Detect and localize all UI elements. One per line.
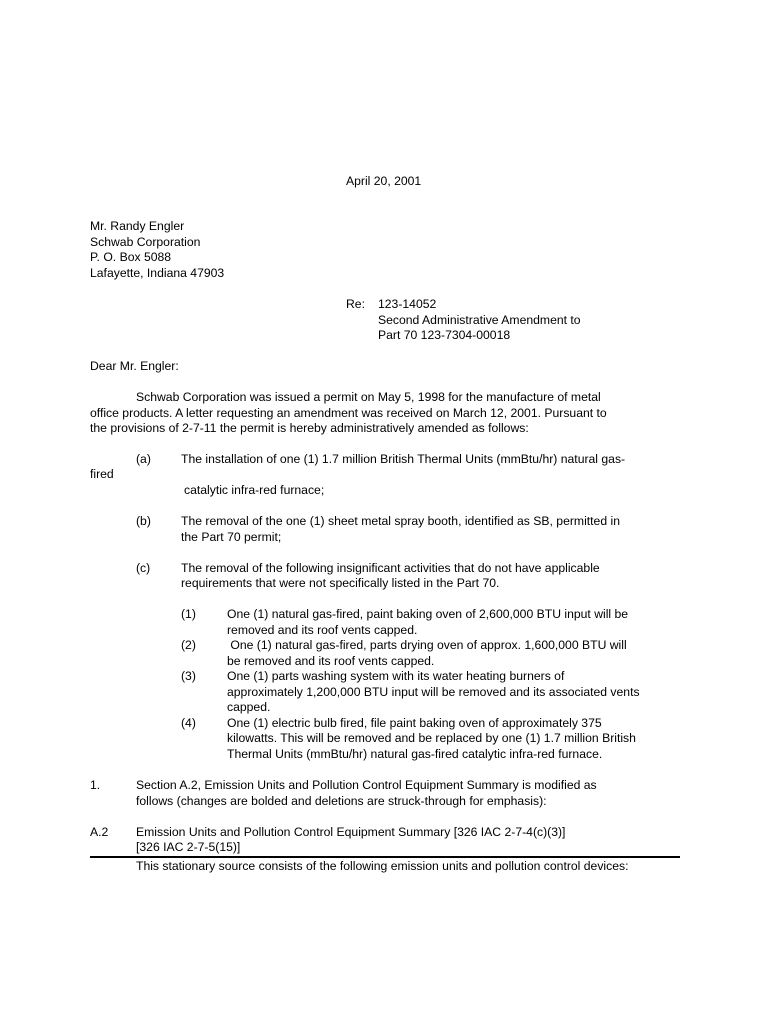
item-b-label: (b)	[136, 514, 151, 528]
re-line: Second Administrative Amendment to	[378, 313, 581, 327]
subitem-2-label: (2)	[181, 638, 196, 652]
subitem-4-label: (4)	[181, 716, 196, 730]
intro-line: office products. A letter requesting an amendment was received on March 12, 2001. Pursuant to	[90, 406, 607, 420]
item-c-text: requirements that were not specifically listed in the Part 70.	[181, 576, 500, 590]
subitem-3-text: approximately 1,200,000 BTU input will be removed and its associated vents	[227, 685, 640, 699]
subitem-3-label: (3)	[181, 669, 196, 683]
subitem-3-text: One (1) parts washing system with its water heating burners of	[227, 669, 565, 683]
item-c-label: (c)	[136, 561, 151, 575]
section-a2-heading: [326 IAC 2-7-5(15)]	[136, 840, 241, 854]
re-line: 123-14052	[378, 297, 437, 311]
recipient-city: Lafayette, Indiana 47903	[90, 266, 225, 280]
subitem-4-text: Thermal Units (mmBtu/hr) natural gas-fired catalytic infra-red furnace.	[227, 747, 603, 761]
intro-line: the provisions of 2-7-11 the permit is hereby administratively amended as follows:	[90, 421, 529, 435]
recipient-po-box: P. O. Box 5088	[90, 250, 172, 264]
item-a-text: The installation of one (1) 1.7 million British Thermal Units (mmBtu/hr) natural gas-	[181, 452, 626, 466]
item-c-text: The removal of the following insignificant activities that do not have applicable	[181, 561, 600, 575]
item-b-text: The removal of the one (1) sheet metal spray booth, identified as SB, permitted in	[181, 514, 620, 528]
section-a2-label: A.2	[90, 825, 109, 839]
subitem-1-text: removed and its roof vents capped.	[227, 623, 418, 637]
subitem-1-label: (1)	[181, 607, 196, 621]
re-line: Part 70 123-7304-00018	[378, 328, 511, 342]
intro-line: Schwab Corporation was issued a permit on May 5, 1998 for the manufacture of metal	[136, 390, 601, 404]
section-a2-heading: Emission Units and Pollution Control Equipment Summary [326 IAC 2-7-4(c)(3)]	[136, 825, 566, 839]
recipient-name: Mr. Randy Engler	[90, 219, 185, 233]
section-1-label: 1.	[90, 778, 101, 792]
salutation: Dear Mr. Engler:	[90, 359, 179, 373]
subitem-4-text: One (1) electric bulb fired, file paint baking oven of approximately 375	[227, 716, 602, 730]
item-b-text: the Part 70 permit;	[181, 530, 282, 544]
section-1-text: follows (changes are bolded and deletions are struck-through for emphasis):	[136, 794, 547, 808]
section-1-text: Section A.2, Emission Units and Pollution Control Equipment Summary is modified as	[136, 778, 597, 792]
re-label: Re:	[346, 297, 365, 311]
subitem-1-text: One (1) natural gas-fired, paint baking oven of 2,600,000 BTU input will be	[227, 607, 629, 621]
subitem-3-text: capped.	[227, 700, 271, 714]
section-a2-body: This stationary source consists of the following emission units and pollution control devices:	[136, 859, 629, 873]
item-a-label: (a)	[136, 452, 151, 466]
subitem-4-text: kilowatts. This will be removed and be replaced by one (1) 1.7 million British	[227, 731, 636, 745]
subitem-2-text: be removed and its roof vents capped.	[227, 654, 435, 668]
letter-date: April 20, 2001	[346, 174, 422, 188]
recipient-company: Schwab Corporation	[90, 235, 201, 249]
item-a-text: catalytic infra-red furnace;	[184, 483, 325, 497]
section-divider	[90, 856, 680, 858]
subitem-2-text: One (1) natural gas-fired, parts drying oven of approx. 1,600,000 BTU will	[227, 638, 627, 652]
item-a-wrap: fired	[90, 467, 114, 481]
